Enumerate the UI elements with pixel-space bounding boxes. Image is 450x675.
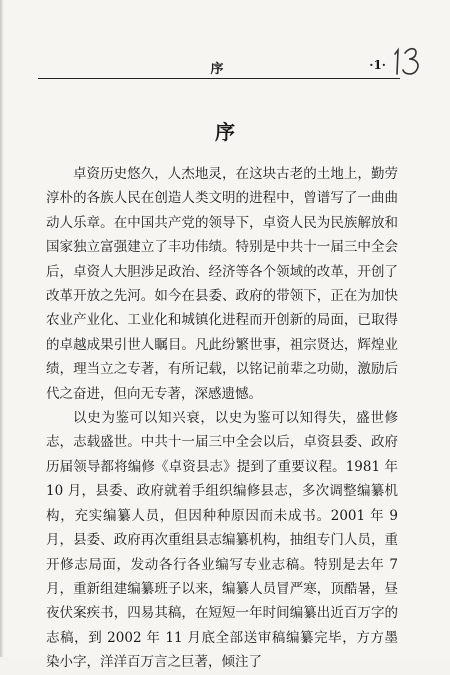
header-rule [38,78,400,79]
paragraph-1: 卓资历史悠久，人杰地灵，在这块古老的土地上，勤劳淳朴的各族人民在创造人类文明的进程中，曾谱写了一曲曲动人乐章。在中国共产党的领导下，卓资人民为民族解放和国家独立富强建立了丰功伟绩。特别是中共十一届三中全会后，卓资人大胆涉足政治、经济等各个领域的改革，开创了改革开放之先河。如今在县委、政府的带领下，正在为加快农业产业化、工业化和城镇化进程而开创新的局面，已取得的卓越成果引世人瞩目。凡此纷繁世事，祖宗贤达，辉煌业绩，理当立之专著，有所记载，以铭记前辈之功勋，激励后代之奋进，但向无专著，深感遗憾。 [46,166,398,402]
chapter-title: 序 [215,120,235,144]
body-text [46,162,398,675]
page-gutter-shadow [0,0,4,657]
running-head [40,56,396,76]
handwritten-page-mark [388,44,428,78]
running-title: 序 [210,62,226,77]
page-number: ·1· [369,58,386,72]
paragraph-2: 以史为鉴可以知兴衰，以史为鉴可以知得失，盛世修志，志载盛世。中共十一届三中全会以后，卓资县委、政府历届领导都将编修《卓资县志》提到了重要议程。1981 年 10 月，县委、政府就着手组织编修县志，多次调整编纂机构，充实编纂人员，但因种种原因而未成书。2001 年 9 月，县委、政府再次重组县志编纂机构，抽组专门人员，重开修志局面，发动各行各业编写专业志稿。特别是去年 7 月，重新组建编纂班子以来，编纂人员冒严寒，顶酷暑，昼夜伏案疾书，四易其稿，在短短一年时间编纂出近百万字的志稿，到 2002 年 11 月底全部送审稿编纂完毕，方方墨染小字，洋洋百万言之巨著，倾注了 [46,410,398,671]
